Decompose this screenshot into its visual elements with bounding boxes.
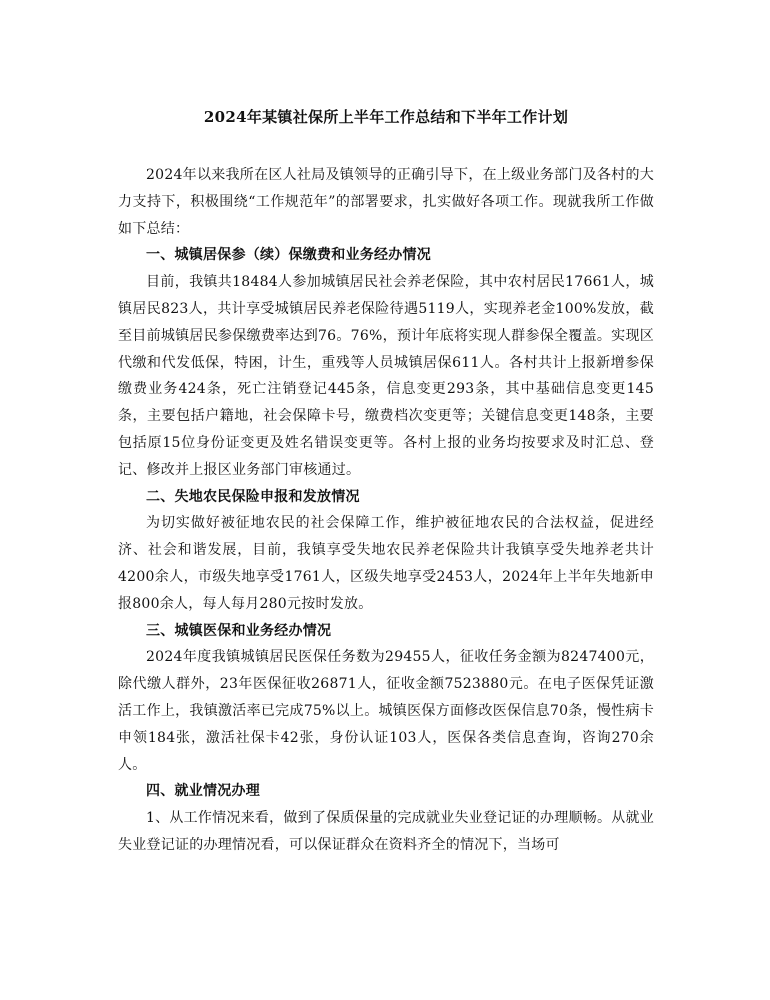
section-1	[118, 242, 654, 483]
section-heading: 四、就业情况办理	[146, 783, 260, 800]
section-2	[118, 484, 654, 618]
document-title: 2024年某镇社保所上半年工作总结和下半年工作计划	[203, 108, 569, 126]
section-paragraph: 2024年度我镇城镇居民医保任务数为29455人，征收任务金额为8247400元，除代缴人群外，23年医保征收26871人，征收金额7523880元。在电子医保凭证激活工作上，我镇激活率已完成75%以上。城镇医保方面修改医保信息70条，慢性病卡申领184张，激活社保卡42张，身份认证103人，医保各类信息查询，咨询270余人。	[118, 649, 654, 773]
section-paragraph: 目前，我镇共18484人参加城镇居民社会养老保险，其中农村居民17661人，城镇居民823人，共计享受城镇居民养老保险待遇5119人，实现养老金100%发放，截至目前城镇居民参保缴费率达到76。76%，预计年底将实现人群参保全覆盖。实现区代缴和代发低保，特困，计生，重残等人员城镇居保611人。各村共计上报新增参保缴费业务424条，死亡注销登记445条，信息变更293条，其中基础信息变更145条，主要包括户籍地，社会保障卡号，缴费档次变更等；关键信息变更148条，主要包括原15位身份证变更及姓名错误变更等。各村上报的业务均按要求及时汇总、登记、修改并上报区业务部门审核通过。	[118, 274, 654, 478]
section-paragraph: 为切实做好被征地农民的社会保障工作，维护被征地农民的合法权益，促进经济、社会和谐发展，目前，我镇享受失地农民养老保险共计我镇享受失地养老共计4200余人，市级失地享受1761人，区级失地享受2453人，2024年上半年失地新申报800余人，每人每月280元按时发放。	[118, 515, 654, 612]
document-page	[118, 106, 654, 859]
section-3	[118, 618, 654, 779]
section-paragraph: 1、从工作情况来看，做到了保质保量的完成就业失业登记证的办理顺畅。从就业失业登记证的办理情况看，可以保证群众在资料齐全的情况下，当场可	[118, 810, 654, 853]
section-heading: 二、失地农民保险申报和发放情况	[146, 488, 360, 505]
section-heading: 一、城镇居保参（续）保缴费和业务经办情况	[146, 247, 431, 264]
section-4	[118, 778, 654, 858]
intro-paragraph: 2024年以来我所在区人社局及镇领导的正确引导下，在上级业务部门及各村的大力支持下，积极围绕“工作规范年”的部署要求，扎实做好各项工作。现就我所工作做如下总结：	[118, 167, 654, 237]
section-heading: 三、城镇医保和业务经办情况	[146, 622, 332, 639]
